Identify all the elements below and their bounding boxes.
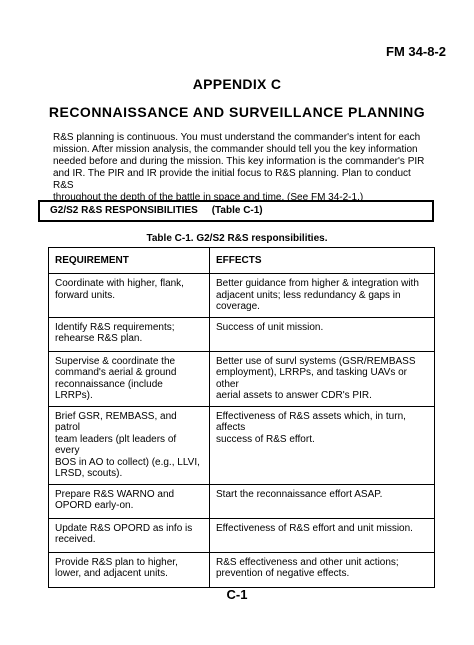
effects-cell: Effectiveness of R&S effort and unit mission.: [210, 518, 435, 552]
page-number: C-1: [226, 587, 248, 602]
table-row: [49, 317, 435, 351]
header-requirement: REQUIREMENT: [49, 248, 210, 274]
appendix-label: APPENDIX C: [192, 76, 282, 92]
requirement-cell: Coordinate with higher, flank, forward units.: [49, 274, 210, 318]
requirement-cell: Brief GSR, REMBASS, and patrol team leaders (plt leaders of every BOS in AO to collect) (e.g., LLVI, LRSD, scouts).: [49, 406, 210, 484]
table-caption: Table C-1. G2/S2 R&S responsibilities.: [146, 233, 328, 244]
table-row: [49, 406, 435, 484]
table-row: [49, 351, 435, 406]
intro-paragraph: R&S planning is continuous. You must understand the commander's intent for each mission. After mission analysis, the commander should tell you the key information needed before and during the mission. This key information is the commander's PIR and IR. The PIR and IR provide the initial focus to R&S planning. Plan to conduct R&S throughout the depth of the battle in space and time. (See FM 34-2-1.): [53, 132, 425, 203]
table-row: [49, 274, 435, 318]
effects-cell: R&S effectiveness and other unit actions; prevention of negative effects.: [210, 552, 435, 587]
section-label: G2/S2 R&S RESPONSIBILITIES (Table C-1): [50, 205, 263, 216]
effects-cell: Start the reconnaissance effort ASAP.: [210, 484, 435, 518]
requirement-cell: Supervise & coordinate the command's aerial & ground reconnaissance (include LRRPs).: [49, 351, 210, 406]
requirement-cell: Prepare R&S WARNO and OPORD early-on.: [49, 484, 210, 518]
document-id: FM 34-8-2: [386, 44, 446, 59]
table-row: [49, 518, 435, 552]
table-body: [49, 274, 435, 588]
page-title: RECONNAISSANCE AND SURVEILLANCE PLANNING: [48, 104, 426, 120]
responsibilities-table: [48, 247, 435, 588]
effects-cell: Better use of survl systems (GSR/REMBASS employment), LRRPs, and tasking UAVs or other aerial assets to answer CDR's PIR.: [210, 351, 435, 406]
section-header-box: [38, 200, 434, 222]
table-row: [49, 484, 435, 518]
requirement-cell: Provide R&S plan to higher, lower, and adjacent units.: [49, 552, 210, 587]
effects-cell: Effectiveness of R&S assets which, in turn, affects success of R&S effort.: [210, 406, 435, 484]
requirement-cell: Identify R&S requirements; rehearse R&S plan.: [49, 317, 210, 351]
effects-cell: Better guidance from higher & integration with adjacent units; less redundancy & gaps in coverage.: [210, 274, 435, 318]
effects-cell: Success of unit mission.: [210, 317, 435, 351]
table-row: [49, 552, 435, 587]
requirement-cell: Update R&S OPORD as info is received.: [49, 518, 210, 552]
header-effects: EFFECTS: [210, 248, 435, 274]
table-header-row: [49, 248, 435, 274]
